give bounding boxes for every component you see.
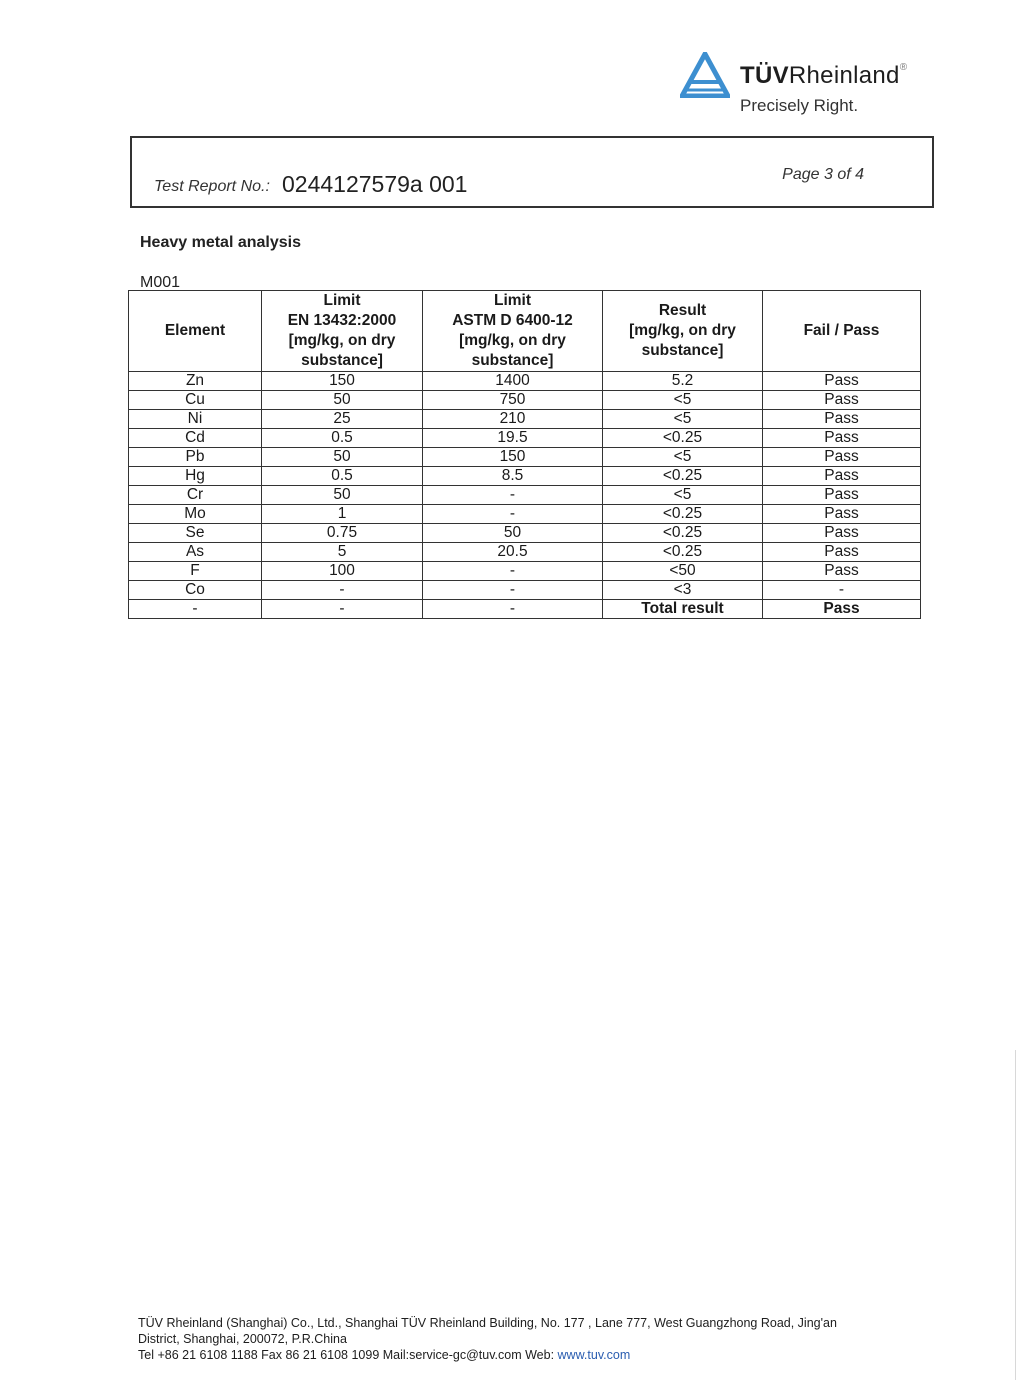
- total-result-value: Pass: [763, 600, 921, 619]
- table-row: Cu 50 750 <5 Pass: [129, 391, 921, 410]
- header-verdict: Fail / Pass: [763, 291, 921, 372]
- table-header-row: [129, 291, 921, 372]
- total-result-row: - - - Total result Pass: [129, 600, 921, 619]
- heavy-metal-table: [128, 290, 921, 619]
- table-row: Hg 0.5 8.5 <0.25 Pass: [129, 467, 921, 486]
- table-row: Zn 150 1400 5.2 Pass: [129, 372, 921, 391]
- total-result-label: Total result: [603, 600, 763, 619]
- page-indicator: Page 3 of 4: [782, 166, 864, 183]
- header-result: Result [mg/kg, on dry substance]: [603, 291, 763, 372]
- report-number-label: Test Report No.:: [154, 178, 270, 195]
- report-header: [130, 136, 934, 208]
- table-row: Cd 0.5 19.5 <0.25 Pass: [129, 429, 921, 448]
- tuv-triangle-icon: [680, 52, 730, 98]
- tuv-logo: [680, 52, 940, 122]
- table-row: As 5 20.5 <0.25 Pass: [129, 543, 921, 562]
- brand-name: TÜVRheinland®: [740, 62, 908, 89]
- table-row: Cr 50 - <5 Pass: [129, 486, 921, 505]
- sample-id: M001: [140, 274, 181, 291]
- footer-address-line1: TÜV Rheinland (Shanghai) Co., Ltd., Shanghai TÜV Rheinland Building, No. 177 , Lane 777, West Guangzhong Road, Jing'an: [138, 1316, 837, 1330]
- header-limit-en: Limit EN 13432:2000 [mg/kg, on dry substance]: [262, 291, 423, 372]
- table-row: Mo 1 - <0.25 Pass: [129, 505, 921, 524]
- table-row: Se 0.75 50 <0.25 Pass: [129, 524, 921, 543]
- report-number: 0244127579a 001: [282, 171, 468, 197]
- table-row: Co - - <3 -: [129, 581, 921, 600]
- tagline: Precisely Right.: [740, 96, 859, 115]
- header-limit-astm: Limit ASTM D 6400-12 [mg/kg, on dry substance]: [423, 291, 603, 372]
- section-title: Heavy metal analysis: [140, 234, 301, 251]
- scan-edge-line: [1015, 1050, 1016, 1380]
- footer-web-link[interactable]: www.tuv.com: [557, 1348, 631, 1362]
- footer-address-line2: District, Shanghai, 200072, P.R.China: [138, 1332, 347, 1346]
- table-row: Ni 25 210 <5 Pass: [129, 410, 921, 429]
- table-row: Pb 50 150 <5 Pass: [129, 448, 921, 467]
- company-footer: [138, 1315, 837, 1363]
- footer-contact-line: Tel +86 21 6108 1188 Fax 86 21 6108 1099 Mail:service-gc@tuv.com Web: www.tuv.com: [138, 1348, 631, 1362]
- table-row: F 100 - <50 Pass: [129, 562, 921, 581]
- header-element: Element: [129, 291, 262, 372]
